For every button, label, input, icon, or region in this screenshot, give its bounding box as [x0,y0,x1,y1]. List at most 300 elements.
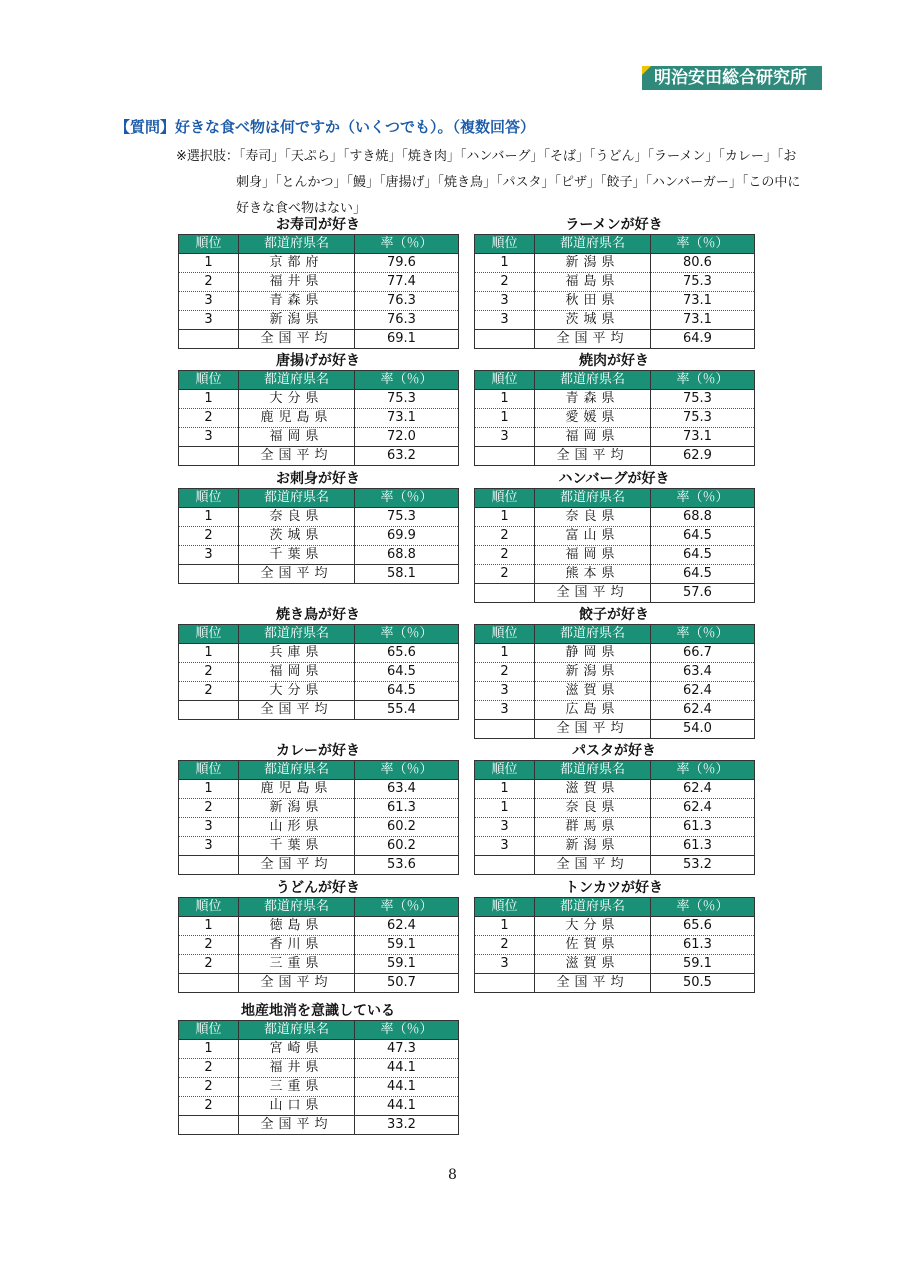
table-row [475,254,755,273]
table-row [179,390,459,409]
rank-cell: 1 [475,644,535,663]
table-title: 餃子が好き [579,607,649,623]
ranking-table-block [474,470,754,603]
ranking-table-block [474,742,754,875]
avg-value: 55.4 [355,701,459,720]
rate-cell: 47.3 [355,1040,459,1059]
rank-cell: 2 [475,936,535,955]
rate-header: 率（％） [355,1021,459,1040]
rate-cell: 59.1 [355,936,459,955]
table-row [475,409,755,428]
rate-header: 率（％） [651,235,755,254]
rate-cell: 73.1 [355,409,459,428]
avg-label: 全国平均 [239,565,355,584]
rank-cell: 1 [179,917,239,936]
table-row [475,644,755,663]
prefecture-cell: 大分県 [239,390,355,409]
national-average-row [475,447,755,466]
avg-label: 全国平均 [239,330,355,349]
pref-header: 都道府県名 [535,761,651,780]
avg-label: 全国平均 [239,701,355,720]
rate-cell: 75.3 [651,390,755,409]
table-row [179,780,459,799]
rank-header: 順位 [179,489,239,508]
ranking-table [178,370,459,466]
rate-header: 率（％） [651,898,755,917]
header-row [475,898,755,917]
table-title: お寿司が好き [276,217,360,233]
rate-cell: 63.4 [651,663,755,682]
prefecture-cell: 新潟県 [535,837,651,856]
table-row [475,837,755,856]
rate-cell: 64.5 [651,527,755,546]
rate-cell: 75.3 [651,273,755,292]
table-title: うどんが好き [276,880,360,896]
prefecture-cell: 三重県 [239,955,355,974]
rank-cell: 3 [179,428,239,447]
avg-value: 57.6 [651,584,755,603]
table-row [179,546,459,565]
avg-label: 全国平均 [239,856,355,875]
table-row [475,565,755,584]
table-row [475,701,755,720]
table-row [179,663,459,682]
rank-header: 順位 [475,235,535,254]
ranking-table-block [178,470,458,584]
rate-cell: 61.3 [651,936,755,955]
ranking-table [474,488,755,603]
rate-cell: 60.2 [355,837,459,856]
empty-cell [179,447,239,466]
prefecture-cell: 鹿児島県 [239,409,355,428]
table-title: パスタが好き [572,743,656,759]
empty-cell [475,856,535,875]
rank-cell: 2 [475,663,535,682]
pref-header: 都道府県名 [239,489,355,508]
prefecture-cell: 新潟県 [535,663,651,682]
rate-cell: 62.4 [651,780,755,799]
rank-header: 順位 [179,761,239,780]
table-row [475,428,755,447]
avg-value: 64.9 [651,330,755,349]
question-heading: 【質問】好きな食べ物は何ですか（いくつでも）。（複数回答） [115,118,536,136]
rate-cell: 60.2 [355,818,459,837]
national-average-row [179,565,459,584]
ranking-table [178,760,459,875]
avg-label: 全国平均 [239,447,355,466]
rate-cell: 76.3 [355,311,459,330]
prefecture-cell: 福岡県 [239,663,355,682]
rate-cell: 62.4 [651,701,755,720]
prefecture-cell: 広島県 [535,701,651,720]
rate-cell: 61.3 [651,837,755,856]
rank-cell: 1 [179,780,239,799]
prefecture-cell: 秋田県 [535,292,651,311]
ranking-table-block [474,352,754,466]
table-row [179,273,459,292]
rate-cell: 61.3 [355,799,459,818]
rank-cell: 3 [475,682,535,701]
prefecture-cell: 山口県 [239,1097,355,1116]
ranking-table [178,1020,459,1135]
choices-line-2: 刺身」「とんかつ」「鰻」「唐揚げ」「焼き鳥」「パスタ」「ピザ」「餃子」「ハンバーガー」「この中に [236,175,801,190]
rank-cell: 2 [179,1097,239,1116]
rank-cell: 1 [179,390,239,409]
rank-cell: 3 [475,311,535,330]
avg-label: 全国平均 [239,1116,355,1135]
header-row [179,235,459,254]
rank-cell: 2 [179,1059,239,1078]
table-row [179,818,459,837]
national-average-row [475,974,755,993]
ranking-table-block [474,216,754,349]
prefecture-cell: 福岡県 [535,428,651,447]
empty-cell [179,701,239,720]
rate-cell: 66.7 [651,644,755,663]
table-row [179,311,459,330]
ranking-table-block [178,1002,458,1135]
rate-cell: 63.4 [355,780,459,799]
prefecture-cell: 熊本県 [535,565,651,584]
rate-cell: 64.5 [651,546,755,565]
table-row [475,292,755,311]
table-row [475,780,755,799]
rank-cell: 2 [179,527,239,546]
national-average-row [475,856,755,875]
rate-cell: 44.1 [355,1097,459,1116]
rate-cell: 44.1 [355,1059,459,1078]
table-title: 唐揚げが好き [276,353,360,369]
rank-cell: 2 [179,955,239,974]
table-row [179,1078,459,1097]
rank-cell: 2 [179,682,239,701]
rank-header: 順位 [475,371,535,390]
national-average-row [475,584,755,603]
choices-note [176,144,831,222]
rate-cell: 65.6 [355,644,459,663]
prefecture-cell: 滋賀県 [535,682,651,701]
avg-label: 全国平均 [239,974,355,993]
prefecture-cell: 鹿児島県 [239,780,355,799]
prefecture-cell: 茨城県 [239,527,355,546]
prefecture-cell: 徳島県 [239,917,355,936]
rank-cell: 1 [475,508,535,527]
table-title: カレーが好き [276,743,360,759]
rate-cell: 59.1 [355,955,459,974]
empty-cell [475,584,535,603]
rank-cell: 2 [179,1078,239,1097]
rate-cell: 62.4 [355,917,459,936]
header-row [475,489,755,508]
prefecture-cell: 新潟県 [239,311,355,330]
header-row [179,761,459,780]
prefecture-cell: 奈良県 [535,508,651,527]
avg-label: 全国平均 [535,720,651,739]
rank-header: 順位 [179,371,239,390]
rate-cell: 75.3 [651,409,755,428]
national-average-row [475,720,755,739]
rate-cell: 75.3 [355,508,459,527]
prefecture-cell: 大分県 [535,917,651,936]
table-title: 焼肉が好き [579,353,649,369]
rank-cell: 1 [475,254,535,273]
table-title: 地産地消を意識している [241,1003,395,1019]
prefecture-cell: 静岡県 [535,644,651,663]
ranking-table [474,234,755,349]
table-row [179,1097,459,1116]
avg-value: 58.1 [355,565,459,584]
rate-cell: 64.5 [355,682,459,701]
prefecture-cell: 京都府 [239,254,355,273]
empty-cell [179,565,239,584]
rate-cell: 77.4 [355,273,459,292]
table-row [179,527,459,546]
ranking-table-block [178,352,458,466]
table-row [179,254,459,273]
prefecture-cell: 佐賀県 [535,936,651,955]
ranking-table [474,897,755,993]
table-row [179,936,459,955]
table-row [179,1040,459,1059]
rank-header: 順位 [475,489,535,508]
table-row [475,273,755,292]
ranking-table-block [178,216,458,349]
rank-cell: 3 [475,818,535,837]
rank-header: 順位 [179,625,239,644]
prefecture-cell: 滋賀県 [535,780,651,799]
rate-cell: 73.1 [651,292,755,311]
prefecture-cell: 富山県 [535,527,651,546]
prefecture-cell: 青森県 [239,292,355,311]
table-row [179,917,459,936]
prefecture-cell: 滋賀県 [535,955,651,974]
national-average-row [179,856,459,875]
rate-cell: 61.3 [651,818,755,837]
empty-cell [179,856,239,875]
prefecture-cell: 福島県 [535,273,651,292]
rate-cell: 79.6 [355,254,459,273]
table-title: 焼き鳥が好き [276,607,360,623]
pref-header: 都道府県名 [239,625,355,644]
table-row [475,955,755,974]
prefecture-cell: 奈良県 [535,799,651,818]
rank-cell: 1 [475,917,535,936]
prefecture-cell: 新潟県 [535,254,651,273]
avg-label: 全国平均 [535,974,651,993]
rank-cell: 1 [179,644,239,663]
rank-cell: 1 [179,254,239,273]
table-row [179,644,459,663]
prefecture-cell: 山形県 [239,818,355,837]
brand-logo: 明治安田総合研究所 [642,66,822,90]
avg-value: 69.1 [355,330,459,349]
avg-value: 53.2 [651,856,755,875]
rate-header: 率（％） [355,371,459,390]
ranking-table [474,760,755,875]
ranking-table-block [474,879,754,993]
rate-cell: 44.1 [355,1078,459,1097]
rate-cell: 75.3 [355,390,459,409]
rank-cell: 3 [475,837,535,856]
table-row [179,409,459,428]
empty-cell [475,974,535,993]
pref-header: 都道府県名 [239,235,355,254]
prefecture-cell: 福井県 [239,1059,355,1078]
table-row [179,799,459,818]
rank-cell: 1 [179,508,239,527]
table-row [179,292,459,311]
rate-cell: 68.8 [651,508,755,527]
rate-cell: 80.6 [651,254,755,273]
rate-cell: 76.3 [355,292,459,311]
table-title: トンカツが好き [565,880,663,896]
prefecture-cell: 千葉県 [239,546,355,565]
prefecture-cell: 新潟県 [239,799,355,818]
ranking-table [474,624,755,739]
prefecture-cell: 香川県 [239,936,355,955]
header-row [179,489,459,508]
empty-cell [475,330,535,349]
empty-cell [179,330,239,349]
rank-header: 順位 [179,898,239,917]
choices-line-3: 好きな食べ物はない」 [236,201,367,216]
rate-cell: 64.5 [651,565,755,584]
prefecture-cell: 青森県 [535,390,651,409]
rank-cell: 2 [179,799,239,818]
rank-cell: 3 [179,292,239,311]
rank-cell: 2 [179,273,239,292]
rank-cell: 2 [475,527,535,546]
table-row [475,311,755,330]
table-row [179,682,459,701]
pref-header: 都道府県名 [535,489,651,508]
rank-cell: 3 [179,546,239,565]
table-row [475,546,755,565]
header-row [475,235,755,254]
rank-header: 順位 [179,235,239,254]
rate-cell: 62.4 [651,799,755,818]
avg-value: 62.9 [651,447,755,466]
rate-header: 率（％） [651,371,755,390]
rank-cell: 1 [475,780,535,799]
prefecture-cell: 宮崎県 [239,1040,355,1059]
rank-cell: 2 [179,936,239,955]
prefecture-cell: 愛媛県 [535,409,651,428]
table-row [179,837,459,856]
header-row [179,898,459,917]
pref-header: 都道府県名 [239,1021,355,1040]
table-row [475,527,755,546]
rate-header: 率（％） [355,761,459,780]
table-row [475,936,755,955]
header-row [179,371,459,390]
table-row [475,390,755,409]
rank-cell: 2 [179,663,239,682]
rank-header: 順位 [475,898,535,917]
national-average-row [179,447,459,466]
rank-cell: 3 [179,311,239,330]
ranking-table-block [474,606,754,739]
rank-header: 順位 [475,761,535,780]
header-row [475,625,755,644]
rate-cell: 73.1 [651,311,755,330]
empty-cell [475,720,535,739]
rate-header: 率（％） [651,489,755,508]
table-row [475,818,755,837]
avg-value: 63.2 [355,447,459,466]
ranking-table-block [178,606,458,720]
pref-header: 都道府県名 [535,898,651,917]
pref-header: 都道府県名 [535,625,651,644]
rate-header: 率（％） [355,625,459,644]
rate-cell: 68.8 [355,546,459,565]
national-average-row [475,330,755,349]
prefecture-cell: 兵庫県 [239,644,355,663]
prefecture-cell: 三重県 [239,1078,355,1097]
ranking-table-block [178,879,458,993]
rank-cell: 1 [179,1040,239,1059]
rank-cell: 1 [475,409,535,428]
rank-cell: 2 [475,273,535,292]
rate-header: 率（％） [355,898,459,917]
national-average-row [179,1116,459,1135]
prefecture-cell: 群馬県 [535,818,651,837]
ranking-table [474,370,755,466]
table-title: ラーメンが好き [565,217,663,233]
rank-header: 順位 [475,625,535,644]
rate-header: 率（％） [355,235,459,254]
avg-value: 50.5 [651,974,755,993]
empty-cell [179,974,239,993]
pref-header: 都道府県名 [239,898,355,917]
table-title: お刺身が好き [276,471,360,487]
table-row [475,682,755,701]
table-row [179,955,459,974]
rate-cell: 65.6 [651,917,755,936]
prefecture-cell: 大分県 [239,682,355,701]
rate-cell: 72.0 [355,428,459,447]
avg-label: 全国平均 [535,856,651,875]
ranking-table [178,234,459,349]
rank-cell: 3 [179,818,239,837]
rank-cell: 3 [475,292,535,311]
page-number: 8 [448,1167,457,1183]
header-row [179,1021,459,1040]
header-row [179,625,459,644]
pref-header: 都道府県名 [535,235,651,254]
avg-value: 54.0 [651,720,755,739]
rate-cell: 73.1 [651,428,755,447]
pref-header: 都道府県名 [239,761,355,780]
avg-value: 33.2 [355,1116,459,1135]
rate-cell: 69.9 [355,527,459,546]
avg-value: 50.7 [355,974,459,993]
prefecture-cell: 奈良県 [239,508,355,527]
prefecture-cell: 茨城県 [535,311,651,330]
rank-cell: 3 [475,955,535,974]
header-row [475,371,755,390]
national-average-row [179,330,459,349]
rate-header: 率（％） [651,625,755,644]
prefecture-cell: 千葉県 [239,837,355,856]
prefecture-cell: 福岡県 [535,546,651,565]
rank-cell: 3 [179,837,239,856]
avg-value: 53.6 [355,856,459,875]
rate-cell: 59.1 [651,955,755,974]
table-row [475,663,755,682]
table-row [179,428,459,447]
table-row [475,917,755,936]
